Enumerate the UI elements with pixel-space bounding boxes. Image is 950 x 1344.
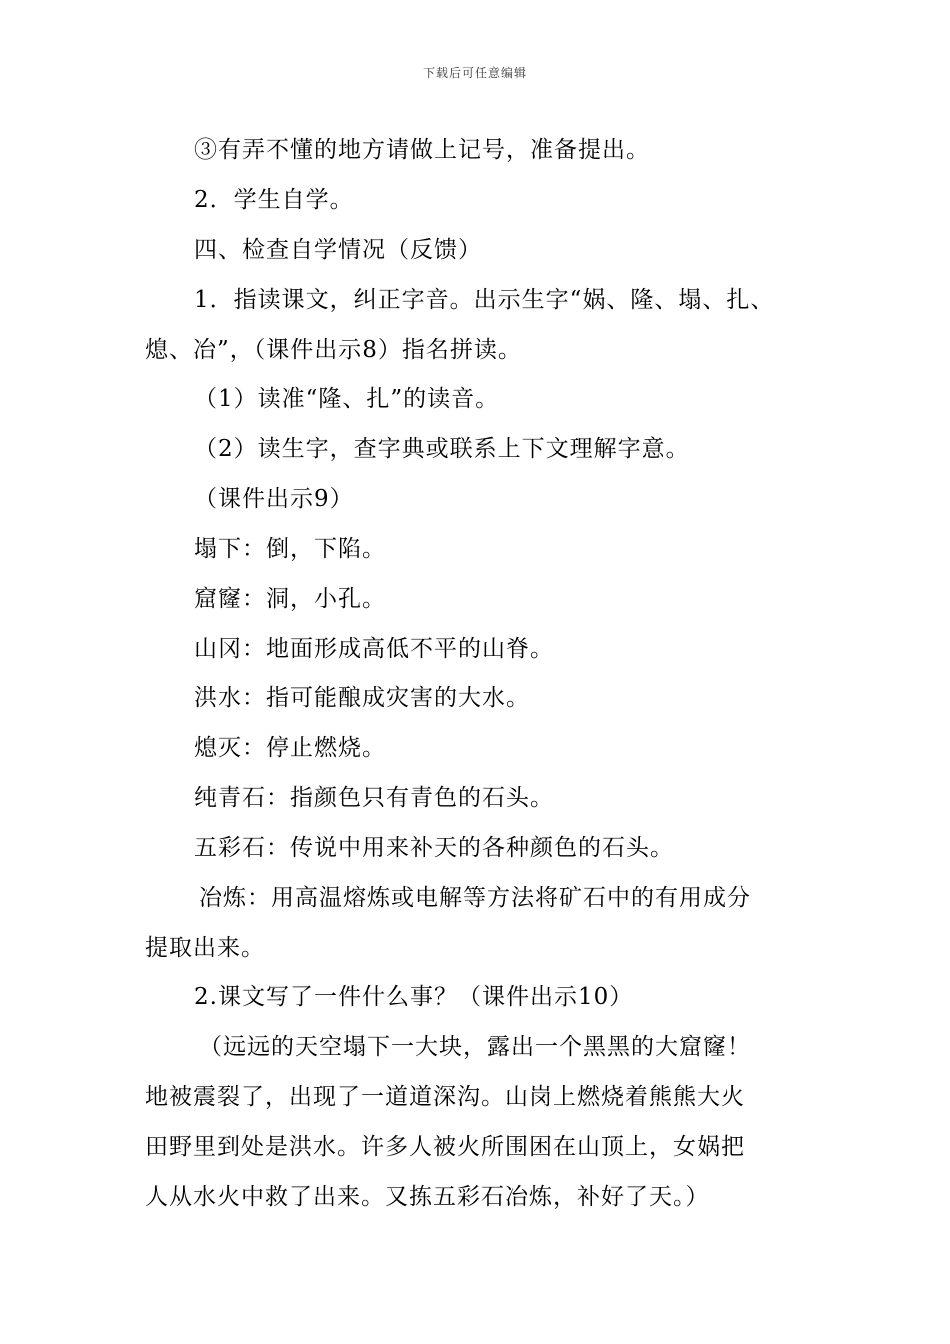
text-line: （2）读生字，查字典或联系上下文理解字意。 (194, 436, 690, 462)
text-line: 冶炼：用高温熔炼或电解等方法将矿石中的有用成分 (199, 885, 751, 911)
text-line: 塌下：倒，下陷。 (194, 536, 386, 562)
text-line: （远远的天空塌下一大块，露出一个黑黑的大窟窿！ (199, 1034, 751, 1060)
text-line: 2.课文写了一件什么事？（课件出示10） (194, 984, 634, 1010)
text-line: 人从水火中救了出来。又拣五彩石冶炼，补好了天。） (145, 1184, 710, 1210)
text-line: （课件出示9） (194, 486, 354, 512)
text-line: 1．指读课文，纠正字音。出示生字“娲、隆、塌、扎、 (194, 287, 775, 313)
text-line: （1）读准“隆、扎”的读音。 (194, 386, 500, 412)
text-line: 洪水：指可能酿成灾害的大水。 (194, 685, 530, 711)
text-line: 山冈：地面形成高低不平的山脊。 (194, 636, 554, 662)
text-line: 四、检查自学情况（反馈） (194, 237, 482, 263)
text-line: 田野里到处是洪水。许多人被火所围困在山顶上，女娲把 (145, 1134, 745, 1160)
page-header: 下载后可任意编辑 (422, 66, 527, 80)
text-line: 2．学生自学。 (194, 187, 354, 213)
text-line: 熄灭：停止燃烧。 (194, 735, 386, 761)
text-line: 窟窿：洞，小孔。 (194, 586, 386, 612)
text-line: 熄、冶”，（课件出示8）指名拼读。 (145, 337, 522, 363)
text-line: ③有弄不懂的地方请做上记号，准备提出。 (194, 137, 650, 163)
text-line: 提取出来。 (145, 935, 265, 961)
text-line: 地被震裂了，出现了一道道深沟。山岗上燃烧着熊熊大火 (145, 1084, 745, 1110)
text-line: 纯青石：指颜色只有青色的石头。 (194, 785, 554, 811)
text-line: 五彩石：传说中用来补天的各种颜色的石头。 (194, 835, 674, 861)
